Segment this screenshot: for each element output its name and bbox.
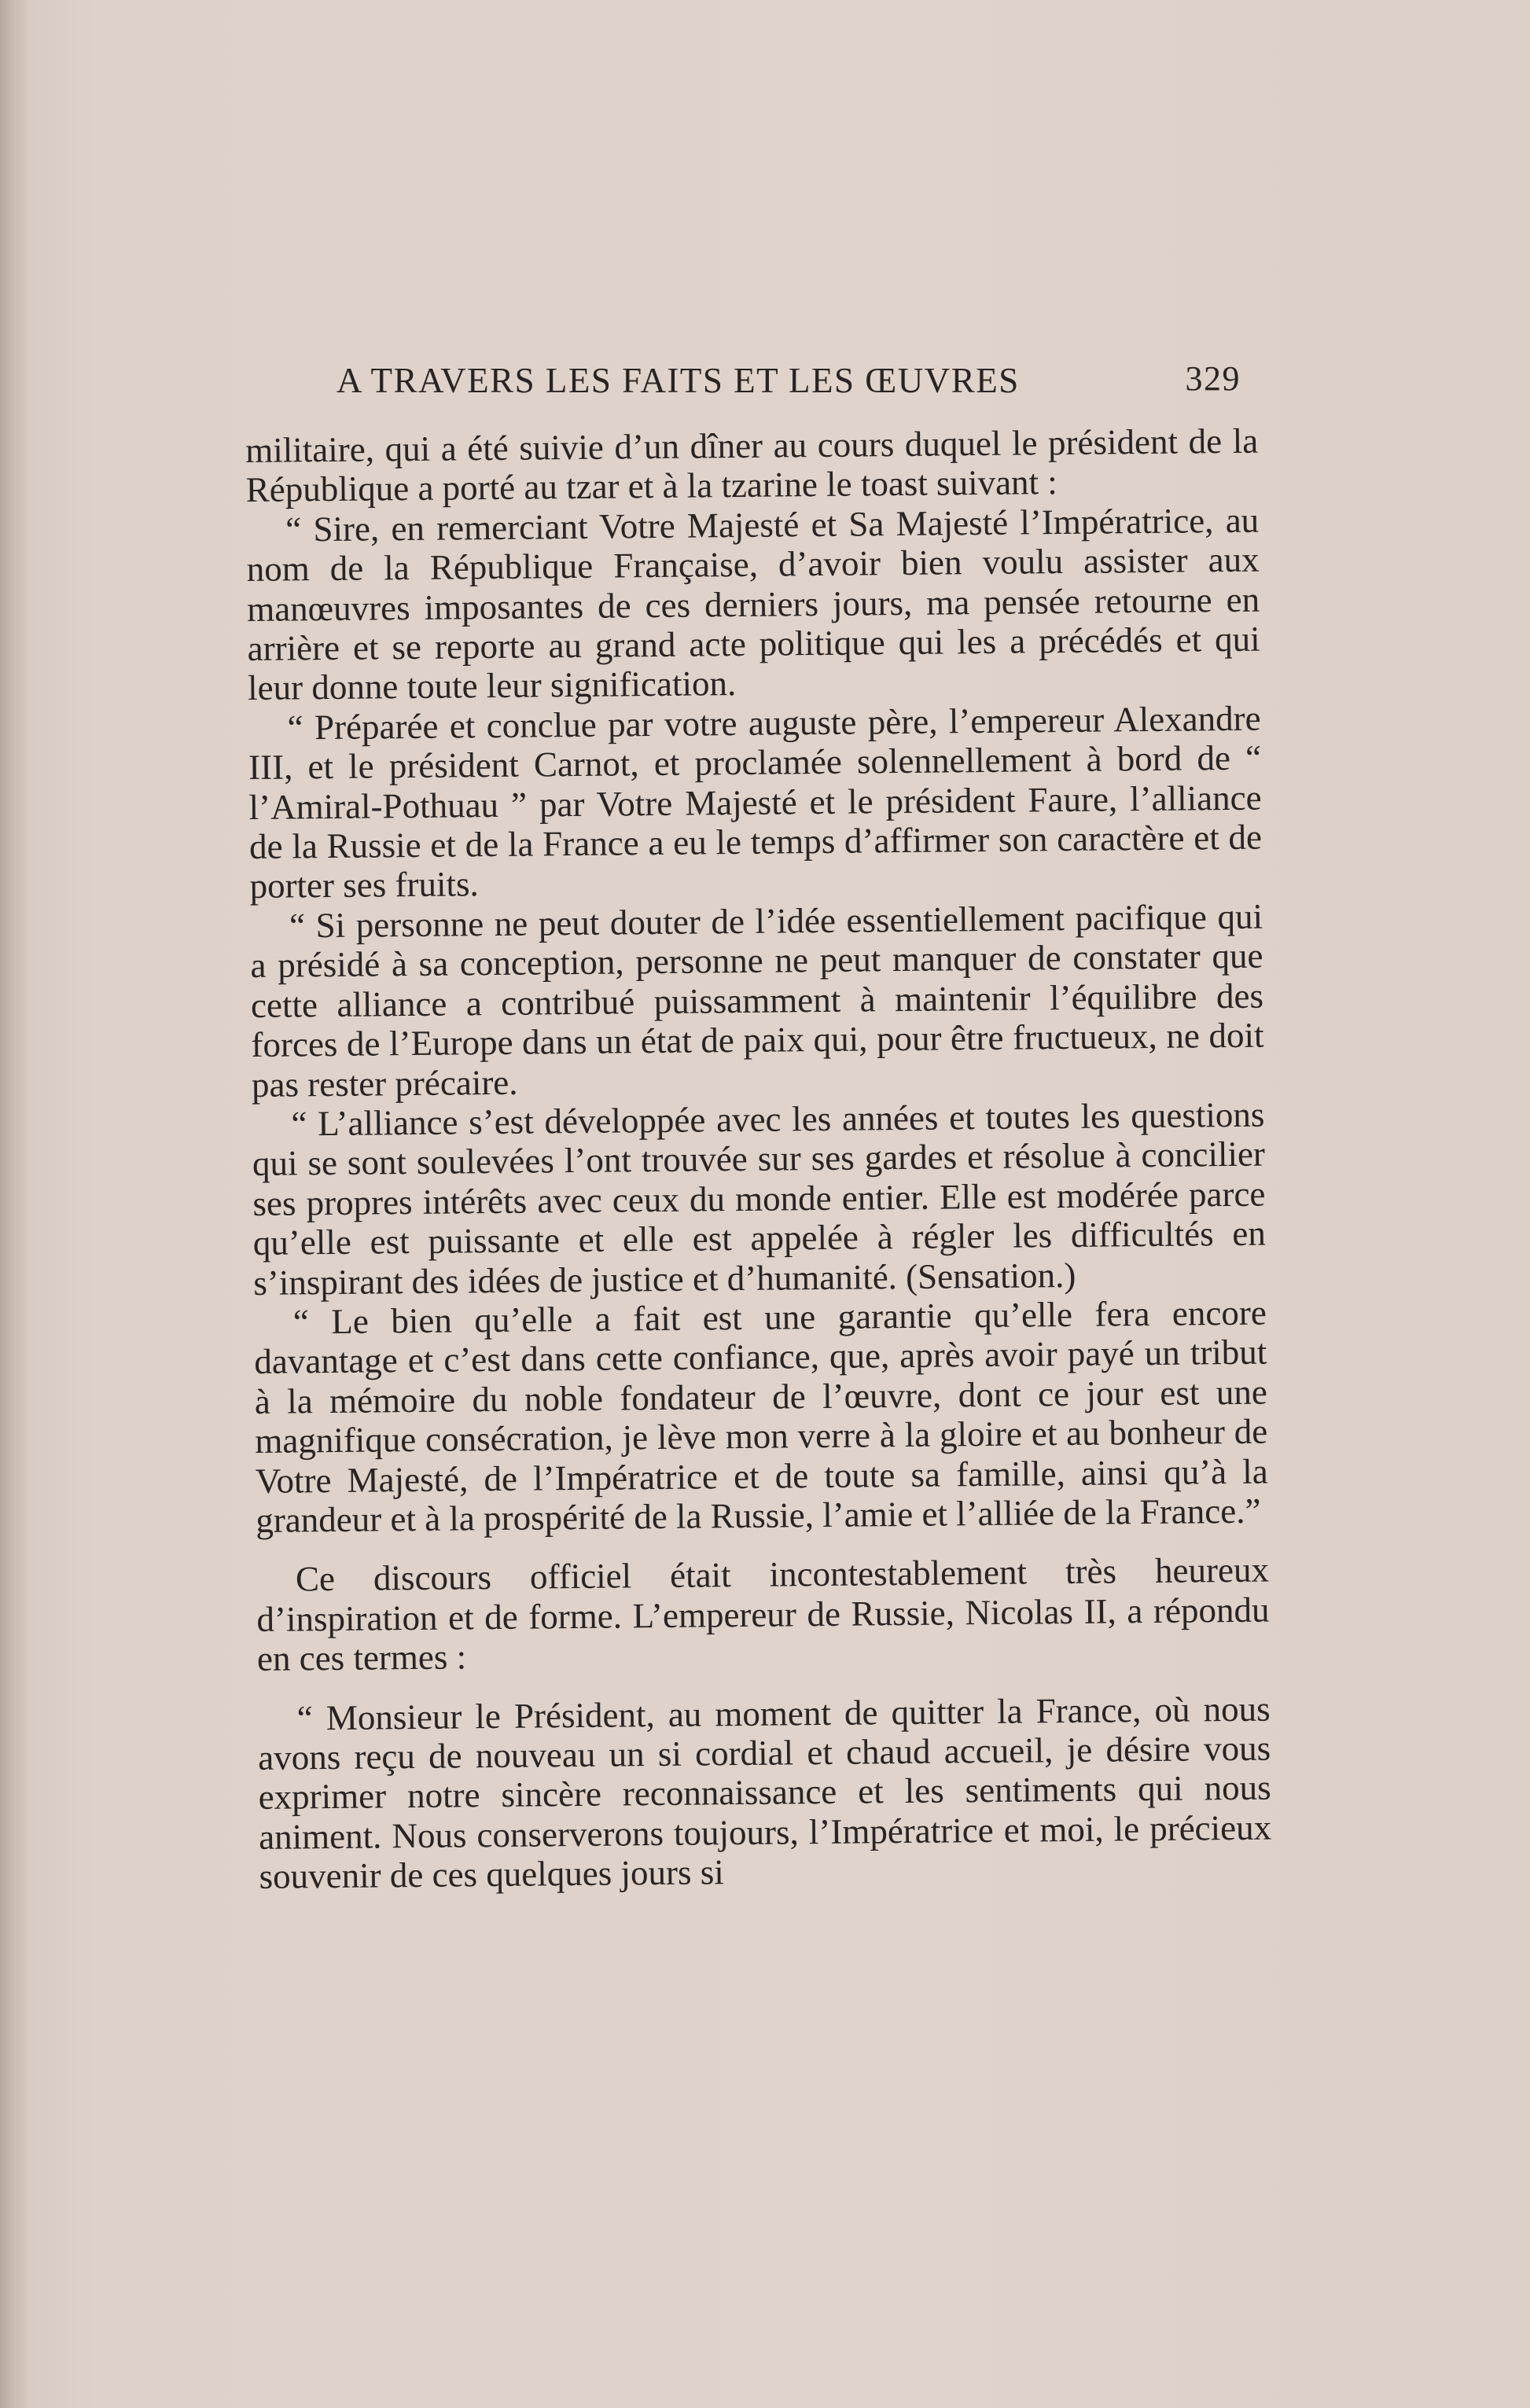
paragraph-toast-opening: “ Sire, en remerciant Votre Majesté et Sa Majesté l’Impératrice, au nom de la République Française, d’avoir bien voulu assister aux manœuvres imposantes de ces derniers jours, ma pensée retourne en arrière et se reporte au grand acte politique qui les a précédés et qui leur donne toute leur signification. (246, 500, 1260, 708)
running-head (337, 352, 1241, 407)
paragraph-commentary: Ce discours officiel était incontestablement très heureux d’inspiration et de forme. L’empereur de Russie, Nicolas II, a répondu en ces termes : (256, 1550, 1270, 1679)
running-title: A TRAVERS LES FAITS ET LES ŒUVRES (337, 361, 1020, 400)
paragraph-toast-closing: “ Le bien qu’elle a fait est une garantie qu’elle fera encore davantage et c’est dans cette confiance, que, après avoir payé un tribut à la mémoire du noble fondateur de l’œuvre, dont ce jour est une magnifique consécration, je lève mon verre à la gloire et au bonheur de Votre Majesté, de l’Impératrice et de toute sa famille, ainsi qu’à la grandeur et à la prospérité de la Russie, l’amie et l’alliée de la France.” (254, 1292, 1269, 1540)
paragraph-alliance-origin: “ Préparée et conclue par votre auguste père, l’empereur Alexandre III, et le président Carnot, et proclamée solennellement à bord de “ l’Amiral-Pothuau ” par Votre Majesté et le président Faure, l’alliance de la Russie et de la France a eu le temps d’affirmer son caractère et de porter ses fruits. (248, 698, 1263, 906)
paragraph-peaceful-idea: “ Si personne ne peut douter de l’idée essentiellement pacifique qui a présidé à sa conception, personne ne peut manquer de constater que cette alliance a contribué puissamment à maintenir l’équilibre des forces de l’Europe dans un état de paix qui, pour être fructueux, ne doit pas rester précaire. (250, 896, 1264, 1105)
page-number: 329 (1185, 359, 1241, 398)
page-gutter-shadow (0, 0, 28, 2408)
body-text (245, 421, 1272, 1897)
paragraph-continuation: militaire, qui a été suivie d’un dîner au cours duquel le président de la République a porté au tzar et à la tzarine le toast suivant : (245, 421, 1259, 510)
paragraph-alliance-developed: “ L’alliance s’est développée avec les années et toutes les questions qui se sont soulevées l’ont trouvée sur ses gardes et résolue à concilier ses propres intérêts avec ceux du monde entier. Elle est modérée parce qu’elle est puissante et elle est appelée à régler les difficultés en s’inspirant des idées de justice et d’humanité. (Sensation.) (252, 1094, 1267, 1303)
paragraph-tsar-reply: “ Monsieur le Président, au moment de quitter la France, où nous avons reçu de nouveau un si cordial et chaud accueil, je désire vous exprimer notre sincère reconnaissance et les sentiments qui nous animent. Nous conserverons toujours, l’Impératrice et moi, le précieux souvenir de ces quelques jours si (257, 1689, 1272, 1897)
